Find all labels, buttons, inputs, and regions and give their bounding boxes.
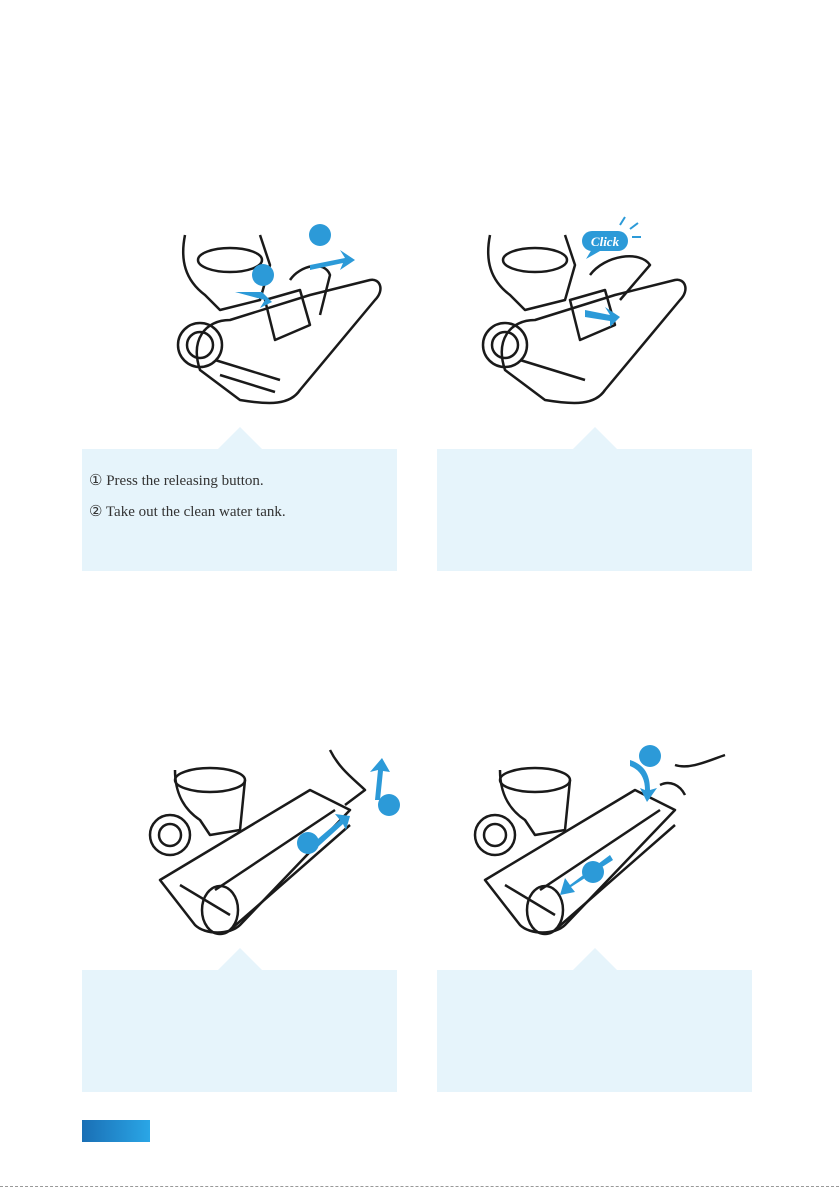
callout-step-3 [82,970,397,1092]
callout-step-1 [82,449,397,571]
step-1-marker [297,832,319,854]
illustration-insert-tank [470,215,710,410]
step-2-marker [378,794,400,816]
illustration-remove-roller [140,740,410,940]
page-number-tab [82,1120,150,1142]
callout-line: ① Press the releasing button. [89,473,264,489]
callout-line: ② Take out the clean water tank. [89,504,286,520]
callout-step-4 [437,970,752,1092]
page-bottom-border [0,1186,839,1187]
step-1-marker [252,264,274,286]
click-label: Click [590,234,620,249]
callout-step-2 [437,449,752,571]
step-2-marker [582,861,604,883]
step-1-marker [639,745,661,767]
illustration-remove-tank [160,220,400,410]
step-2-marker [309,224,331,246]
illustration-install-roller [465,740,735,940]
